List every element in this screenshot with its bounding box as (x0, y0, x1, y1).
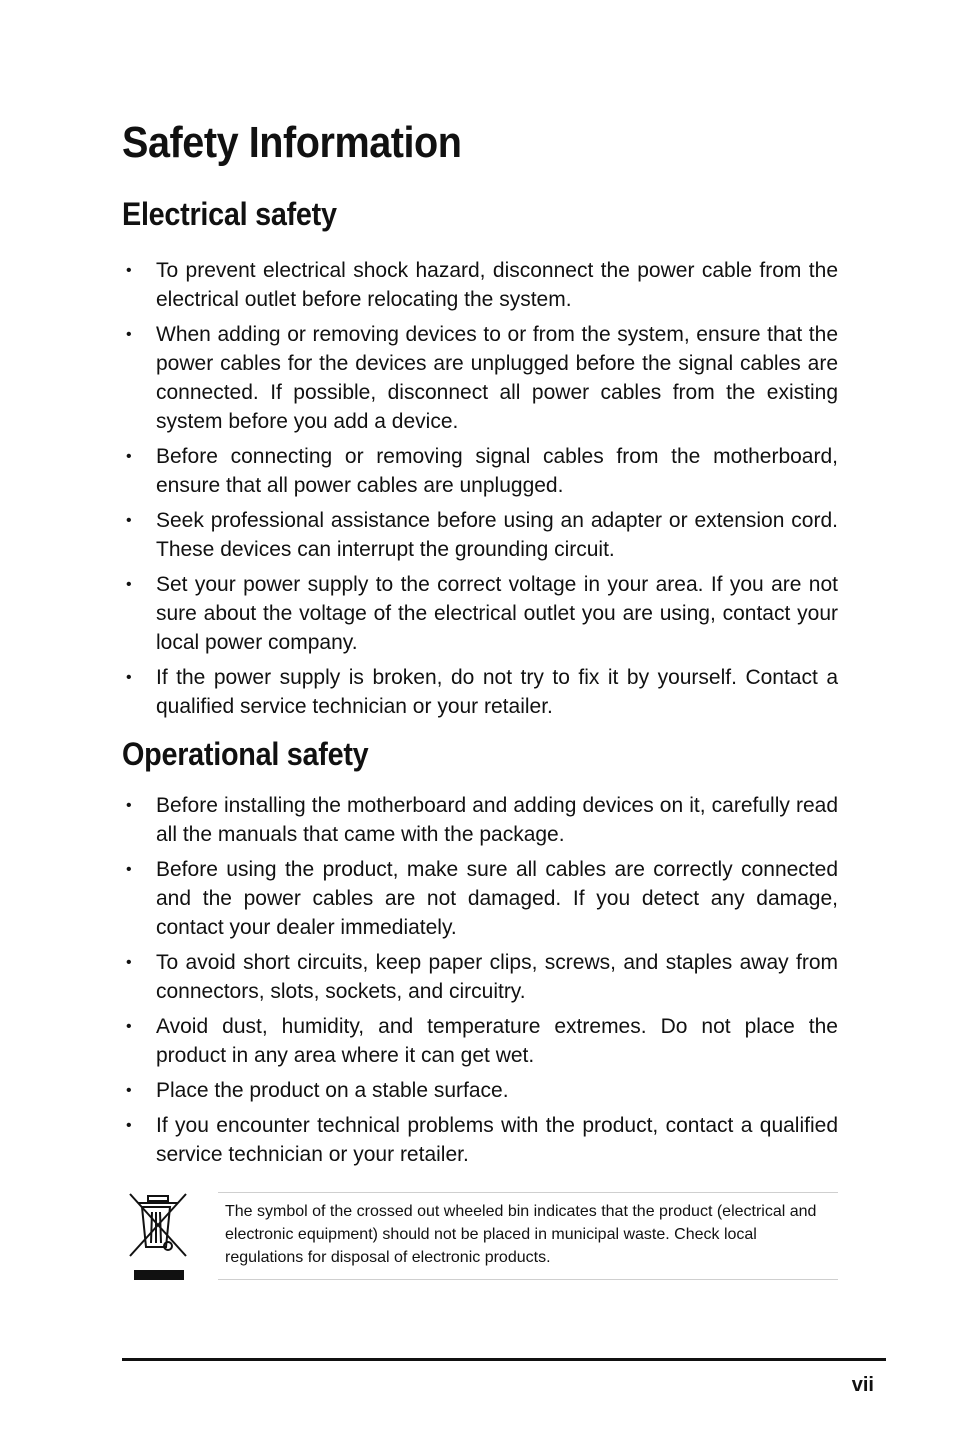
list-item (122, 506, 838, 564)
bullet-icon: • (126, 1082, 132, 1099)
list-item-text: Set your power supply to the correct voltage in your area. If you are not sure about the voltage of the electrical outlet you are using, contact your local power company. (156, 573, 838, 654)
list-item-text: When adding or removing devices to or from the system, ensure that the power cables for the devices are unplugged before the signal cables are connected. If possible, disconnect all power cables from the existing system before you add a device. (156, 323, 838, 433)
page-title: Safety Information (122, 118, 462, 167)
section-heading-operational-safety: Operational safety (122, 736, 369, 772)
electrical-safety-list (122, 256, 838, 727)
list-item (122, 948, 838, 1006)
list-item-text: Before connecting or removing signal cables from the motherboard, ensure that all power cables are unplugged. (156, 445, 838, 497)
disposal-notice (218, 1192, 838, 1280)
list-item (122, 442, 838, 500)
list-item (122, 855, 838, 942)
list-item-text: To avoid short circuits, keep paper clips, screws, and staples away from connectors, slots, sockets, and circuitry. (156, 951, 838, 1003)
bullet-icon: • (126, 1117, 132, 1134)
list-item (122, 791, 838, 849)
bullet-icon: • (126, 797, 132, 814)
list-item-text: To prevent electrical shock hazard, disconnect the power cable from the electrical outlet before relocating the system. (156, 259, 838, 311)
list-item-text: Before using the product, make sure all cables are correctly connected and the power cables are not damaged. If you detect any damage, contact your dealer immediately. (156, 858, 838, 939)
list-item-text: If the power supply is broken, do not try to fix it by yourself. Contact a qualified service technician or your retailer. (156, 666, 838, 718)
list-item (122, 256, 838, 314)
page-number: vii (851, 1374, 874, 1396)
list-item (122, 320, 838, 436)
list-item (122, 1076, 838, 1105)
bullet-icon: • (126, 954, 132, 971)
bullet-icon: • (126, 861, 132, 878)
list-item (122, 1012, 838, 1070)
list-item (122, 570, 838, 657)
list-item (122, 663, 838, 721)
disposal-notice-text: The symbol of the crossed out wheeled bin indicates that the product (electrical and electronic equipment) should not be placed in municipal waste. Check local regulations for disposal of electronic products. (225, 1203, 817, 1266)
bullet-icon: • (126, 262, 132, 279)
list-item-text: Before installing the motherboard and adding devices on it, carefully read all the manuals that came with the package. (156, 794, 838, 846)
bullet-icon: • (126, 1018, 132, 1035)
list-item-text: Place the product on a stable surface. (156, 1079, 509, 1102)
bullet-icon: • (126, 669, 132, 686)
list-item-text: Avoid dust, humidity, and temperature extremes. Do not place the product in any area where it can get wet. (156, 1015, 838, 1067)
crossed-out-wheeled-bin-icon (126, 1190, 190, 1282)
list-item-text: Seek professional assistance before using an adapter or extension cord. These devices can interrupt the grounding circuit. (156, 509, 838, 561)
list-item (122, 1111, 838, 1169)
list-item-text: If you encounter technical problems with the product, contact a qualified service technician or your retailer. (156, 1114, 838, 1166)
bullet-icon: • (126, 512, 132, 529)
footer-rule (122, 1358, 886, 1361)
section-heading-electrical-safety: Electrical safety (122, 196, 337, 232)
operational-safety-list (122, 791, 838, 1175)
bullet-icon: • (126, 576, 132, 593)
bullet-icon: • (126, 326, 132, 343)
bullet-icon: • (126, 448, 132, 465)
